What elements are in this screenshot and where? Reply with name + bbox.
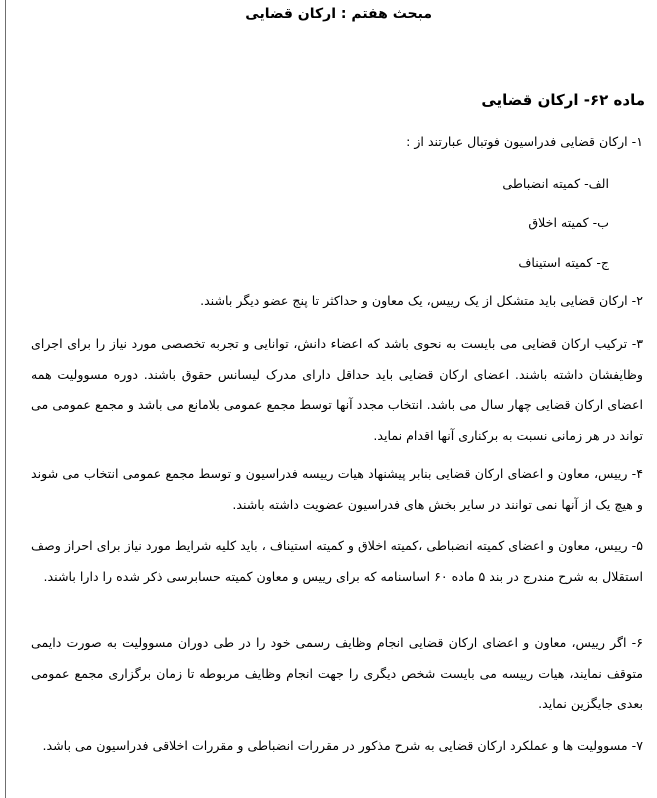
clause-1-item-b: ب- کمیته اخلاق <box>528 215 609 230</box>
clause-1-item-a: الف- کمیته انضباطی <box>502 176 609 191</box>
page-edge-line <box>5 0 6 798</box>
clause-4: ۴- رییس، معاون و اعضای ارکان قضایی بنابر پیشنهاد هیات رییسه فدراسیون و توسط مجمع عمومی انتخاب می شوند و هیچ یک از آنها نمی توانند در سایر بخش های فدراسیون عضویت داشته باشند. <box>31 466 643 512</box>
clause-2: ۲- ارکان قضایی باید متشکل از یک رییس، یک معاون و حداکثر تا پنج عضو دیگر باشند. <box>200 293 643 308</box>
clause-6: ۶- اگر رییس، معاون و اعضای ارکان قضایی انجام وظایف رسمی خود را در طی دوران مسوولیت به صورت دایمی متوقف نمایند، هیات رییسه می بایست شخص دیگری را جهت انجام وظایف مربوطه تا زمان برگزاری مجمع عمومی بعدی جایگزین نماید. <box>31 635 643 711</box>
clause-7: ۷- مسوولیت ها و عملکرد ارکان قضایی به شرح مذکور در مقررات انضباطی و مقررات اخلاقی فدراسیون می باشد. <box>42 738 643 753</box>
clause-1-intro: ۱- ارکان قضایی فدراسیون فوتبال عبارتند از : <box>406 134 643 149</box>
clause-3: ۳- ترکیب ارکان قضایی می بایست به نحوی باشد که اعضاء دانش، توانایی و تجربه تخصصی مورد نیاز را برای اجرای وظایفشان داشته باشند. اعضای ارکان قضایی باید حداقل دارای مدرک لیسانس حقوق باشند. دوره مسوولیت همه اعضای ارکان قضایی چهار سال می باشد. انتخاب مجدد آنها توسط مجمع عمومی بلامانع می باشد و مجمع عمومی می تواند در هر زمانی نسبت به برکناری آنها اقدام نماید. <box>31 336 643 443</box>
section-title: مبحث هفتم : ارکان قضایی <box>245 6 432 22</box>
clause-5: ۵- رییس، معاون و اعضای کمیته انضباطی ،کمیته اخلاق و کمیته استیناف ، باید کلیه شرایط مورد نیاز برای احراز وصف استقلال به شرح مندرج در بند ۵ ماده ۶۰ اساسنامه که برای رییس و معاون کمیته حسابرسی ذکر شده را دارا باشند. <box>31 538 643 584</box>
clause-1-item-c: ج- کمیته استیناف <box>518 255 609 270</box>
article-title: ماده ۶۲- ارکان قضایی <box>481 91 645 109</box>
